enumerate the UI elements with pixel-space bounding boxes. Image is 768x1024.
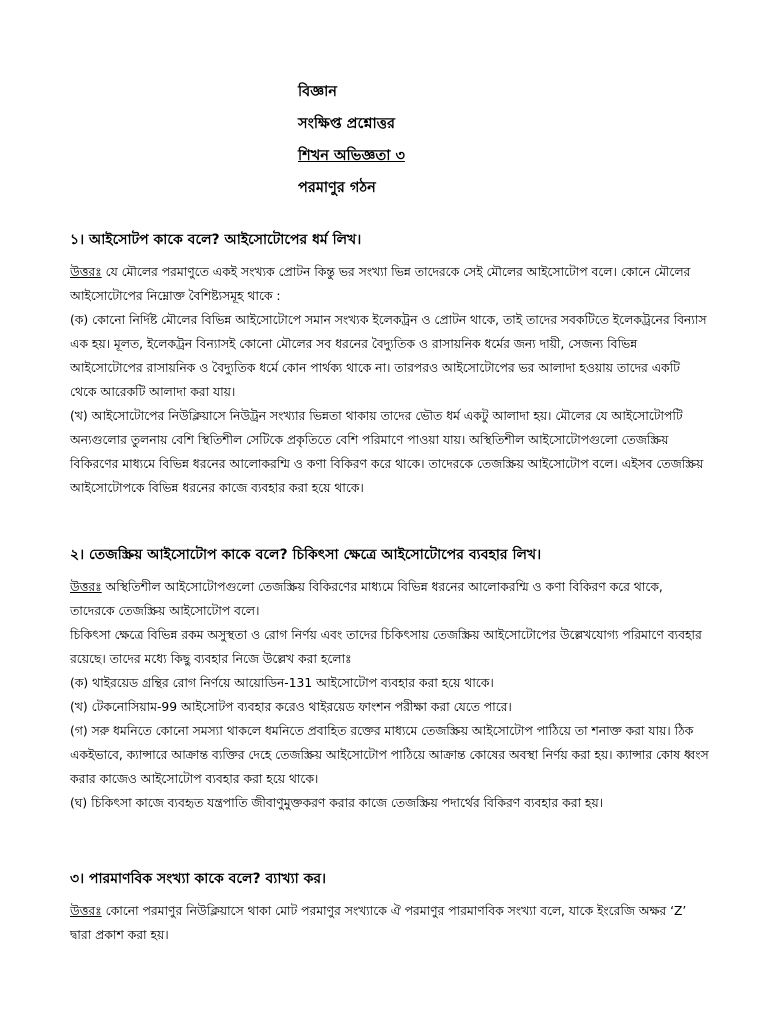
answer-paragraph: চিকিৎসা ক্ষেত্রে বিভিন্ন রকম অসুস্থতা ও রোগ নির্ণয় এবং তাদের চিকিৎসায় তেজস্ক্রিয় আইসোটোপের উল্লেখযোগ্য পরিমাণে ব্যবহার রয়েছে। তাদের মধ্যে কিছু ব্যবহার নিজে উল্লেখ করা হলোঃ xyxy=(70,628,702,666)
answer-paragraph xyxy=(70,899,710,947)
learning-experience-title: শিখন অভিজ্ঞতা ৩ xyxy=(298,148,405,164)
answer-text: কোনো পরমাণুর নিউক্লিয়াসে থাকা মোট পরমাণুর সংখ্যাকে ঐ পরমাণুর পারমাণবিক সংখ্যা বলে, যাকে ইংরেজি অক্ষর ‘Z’ দ্বারা প্রকাশ করা হয়। xyxy=(70,904,687,942)
section-3 xyxy=(70,868,710,947)
answer-point: (খ) টেকনোসিয়াম-99 আইসোটপ ব্যবহার করেও থাইরয়েড ফাংশন পরীক্ষা করা যেতে পারে। xyxy=(70,700,512,714)
document-header xyxy=(298,76,405,204)
answer-paragraph xyxy=(70,260,710,308)
answer-point: (ক) কোনো নির্দিষ্ট মৌলের বিভিন্ন আইসোটোপে সমান সংখ্যক ইলেকট্রন ও প্রোটন থাকে, তাই তাদের সবকটিতে ইলেকট্রনের বিন্যাস এক হয়। মূলত, ইলেকট্রন বিন্যাসই কোনো মৌলের সব ধরনের বৈদ্যুতিক ও রাসায়নিক ধর্মের জন্য দায়ী, সেজন্য বিভিন্ন আইসোটোপের রাসায়নিক ও বৈদ্যুতিক ধর্মে কোন পার্থক্য থাকে না। তারপরও আইসোটোপের ভর আলাদা হওয়ায় তাদের একটি থেকে আরেকটি আলাদা করা যায়। xyxy=(70,313,707,399)
answer-point: (খ) আইসোটোপের নিউক্লিয়াসে নিউট্রন সংখ্যার ভিন্নতা থাকায় তাদের ভৌত ধর্ম একটু আলাদা হয়। মৌলের যে আইসোটোপটি অন্যগুলোর তুলনায় বেশি স্থিতিশীল সেটিকে প্রকৃতিতে বেশি পরিমাণে পাওয়া যায়। অস্থিতিশীল আইসোটোপগুলো তেজস্ক্রিয় বিকিরণের মাধ্যমে বিভিন্ন ধরনের আলোকরশ্মি ও কণা বিকিরণ করে থাকে। তাদেরকে তেজস্ক্রিয় আইসোটোপ বলে। এইসব তেজস্ক্রিয় আইসোটোপকে বিভিন্ন ধরনের কাজে ব্যবহার করা হয়ে থাকে। xyxy=(70,409,704,495)
answer-label: উত্তরঃ xyxy=(70,580,102,594)
topic-title: পরমাণুর গঠন xyxy=(298,180,376,196)
answer-text: যে মৌলের পরমাণুতে একই সংখ্যক প্রোটন কিন্তু ভর সংখ্যা ভিন্ন তাদেরকে সেই মৌলের আইসোটোপ বলে। কোনে মৌলের আইসোটোপের নিম্নোক্ত বৈশিষ্ট্যসমূহ থাকে : xyxy=(70,265,691,303)
subject-title: বিজ্ঞান xyxy=(298,84,337,100)
content-type-title: সংক্ষিপ্ত প্রশ্নোত্তর xyxy=(298,116,396,132)
answer-point: (গ) সরু ধমনিতে কোনো সমস্যা থাকলে ধমনিতে প্রবাহিত রক্তের মাধ্যমে তেজস্ক্রিয় আইসোটোপ পাঠিয়ে তা শনাক্ত করা যায়। ঠিক একইভাবে, ক্যান্সারে আক্রান্ত ব্যক্তির দেহে তেজস্ক্রিয় আইসোটোপ পাঠিয়ে আক্রান্ত কোষের অবস্থা নির্ণয় করা হয়। ক্যান্সার কোষ ধ্বংস করার কাজেও আইসোটোপ ব্যবহার করা হয়ে থাকে। xyxy=(70,724,709,786)
answer-paragraph xyxy=(70,575,710,623)
question-heading: ৩। পারমাণবিক সংখ্যা কাকে বলে? ব্যাখ্যা কর। xyxy=(70,871,327,887)
section-1 xyxy=(70,229,710,500)
answer-point: (ক) থাইরয়েড গ্রন্থির রোগ নির্ণয়ে আয়োডিন-131 আইসোটোপ ব্যবহার করা হয়ে থাকে। xyxy=(70,676,494,690)
answer-label: উত্তরঃ xyxy=(70,904,102,918)
answer-text: অস্থিতিশীল আইসোটোপগুলো তেজস্ক্রিয় বিকিরণের মাধ্যমে বিভিন্ন ধরনের আলোকরশ্মি ও কণা বিকিরণ করে থাকে, তাদেরকে তেজস্ক্রিয় আইসোটোপ বলে। xyxy=(70,580,663,618)
section-2 xyxy=(70,544,710,815)
question-heading: ১। আইসোটপ কাকে বলে? আইসোটোপের ধর্ম লিখ। xyxy=(70,232,362,248)
answer-label: উত্তরঃ xyxy=(70,265,102,279)
question-heading: ২। তেজস্ক্রিয় আইসোটোপ কাকে বলে? চিকিৎসা ক্ষেত্রে আইসোটোপের ব্যবহার লিখ। xyxy=(70,547,542,563)
answer-point: (ঘ) চিকিৎসা কাজে ব্যবহৃত যন্ত্রপাতি জীবাণুমুক্তকরণ করার কাজে তেজস্ক্রিয় পদার্থের বিকিরণ ব্যবহার করা হয়। xyxy=(70,796,604,810)
